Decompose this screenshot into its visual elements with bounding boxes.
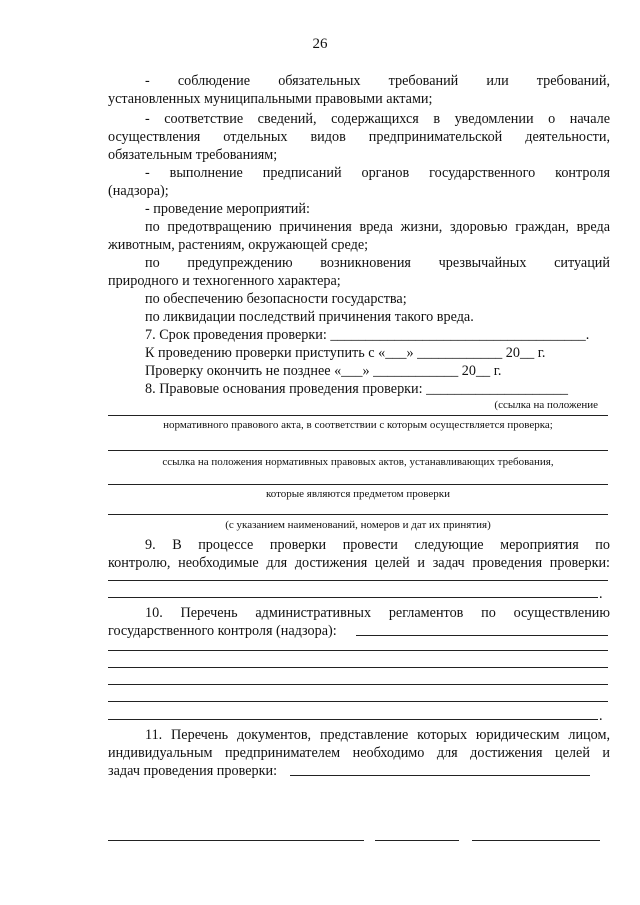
inspection-end-field: Проверку окончить не позднее «___» ____________ 20__ г. xyxy=(145,363,502,379)
text-line: обязательным требованиям; xyxy=(108,147,278,163)
page-number: 26 xyxy=(312,36,328,52)
caption: которые являются предметом проверки xyxy=(265,488,451,500)
text-line: - соблюдение обязательных требований или требований, xyxy=(145,73,610,89)
blank-line xyxy=(108,667,608,668)
text-line: (надзора); xyxy=(108,183,169,199)
signature-line-name xyxy=(472,840,600,841)
signature-line xyxy=(375,840,459,841)
text-line: по ликвидации последствий причинения такого вреда. xyxy=(145,309,474,325)
text-line: - выполнение предписаний органов государственного контроля xyxy=(145,165,610,181)
text-line: осуществления отдельных видов предпринимательской деятельности, xyxy=(108,129,610,145)
signature-line-position xyxy=(108,840,364,841)
text-line: природного и техногенного характера; xyxy=(108,273,341,289)
blank-line xyxy=(108,484,608,485)
blank-line xyxy=(108,415,608,416)
legal-basis-field: 8. Правовые основания проведения проверки: ____________________ xyxy=(145,381,569,397)
blank-line xyxy=(108,719,598,720)
caption: (ссылка на положение xyxy=(494,399,598,411)
text-line: по обеспечению безопасности государства; xyxy=(145,291,407,307)
text-line: по предупреждению возникновения чрезвычайных ситуаций xyxy=(145,255,610,271)
text-line: 10. Перечень административных регламентов по осуществлению xyxy=(145,605,610,621)
text-line: животным, растениям, окружающей среде; xyxy=(108,237,369,253)
caption: нормативного правового акта, в соответствии с которым осуществляется проверка; xyxy=(163,419,553,431)
text-line: 11. Перечень документов, представление которых юридическим лицом, xyxy=(145,727,610,743)
caption: ссылка на положения нормативных правовых актов, устанавливающих требования, xyxy=(162,456,554,468)
text-line: задач проведения проверки: xyxy=(108,763,278,779)
blank-line xyxy=(356,635,608,636)
blank-line xyxy=(108,580,608,581)
blank-line xyxy=(290,775,590,776)
blank-line xyxy=(108,450,608,451)
blank-line xyxy=(108,514,608,515)
text-line: - соответствие сведений, содержащихся в уведомлении о начале xyxy=(145,111,610,127)
line-end-dot: . xyxy=(599,708,603,724)
inspection-start-field: К проведению проверки приступить с «___» ____________ 20__ г. xyxy=(145,345,546,361)
text-line: установленных муниципальными правовыми актами; xyxy=(108,91,433,107)
inspection-period-field: 7. Срок проведения проверки: ____________________________________. xyxy=(145,327,590,343)
blank-line xyxy=(108,597,598,598)
text-line: по предотвращению причинения вреда жизни, здоровью граждан, вреда xyxy=(145,219,610,235)
blank-line xyxy=(108,701,608,702)
caption: (с указанием наименований, номеров и дат их принятия) xyxy=(225,519,491,531)
text-line: - проведение мероприятий: xyxy=(145,201,310,217)
text-line: государственного контроля (надзора): xyxy=(108,623,337,639)
text-line: 9. В процессе проверки провести следующие мероприятия по xyxy=(145,537,610,553)
blank-line xyxy=(108,684,608,685)
text-line: контролю, необходимые для достижения целей и задач проведения проверки: xyxy=(108,555,610,571)
blank-line xyxy=(108,650,608,651)
line-end-dot: . xyxy=(599,586,603,602)
text-line: индивидуальным предпринимателем необходимо для достижения целей и xyxy=(108,745,610,761)
